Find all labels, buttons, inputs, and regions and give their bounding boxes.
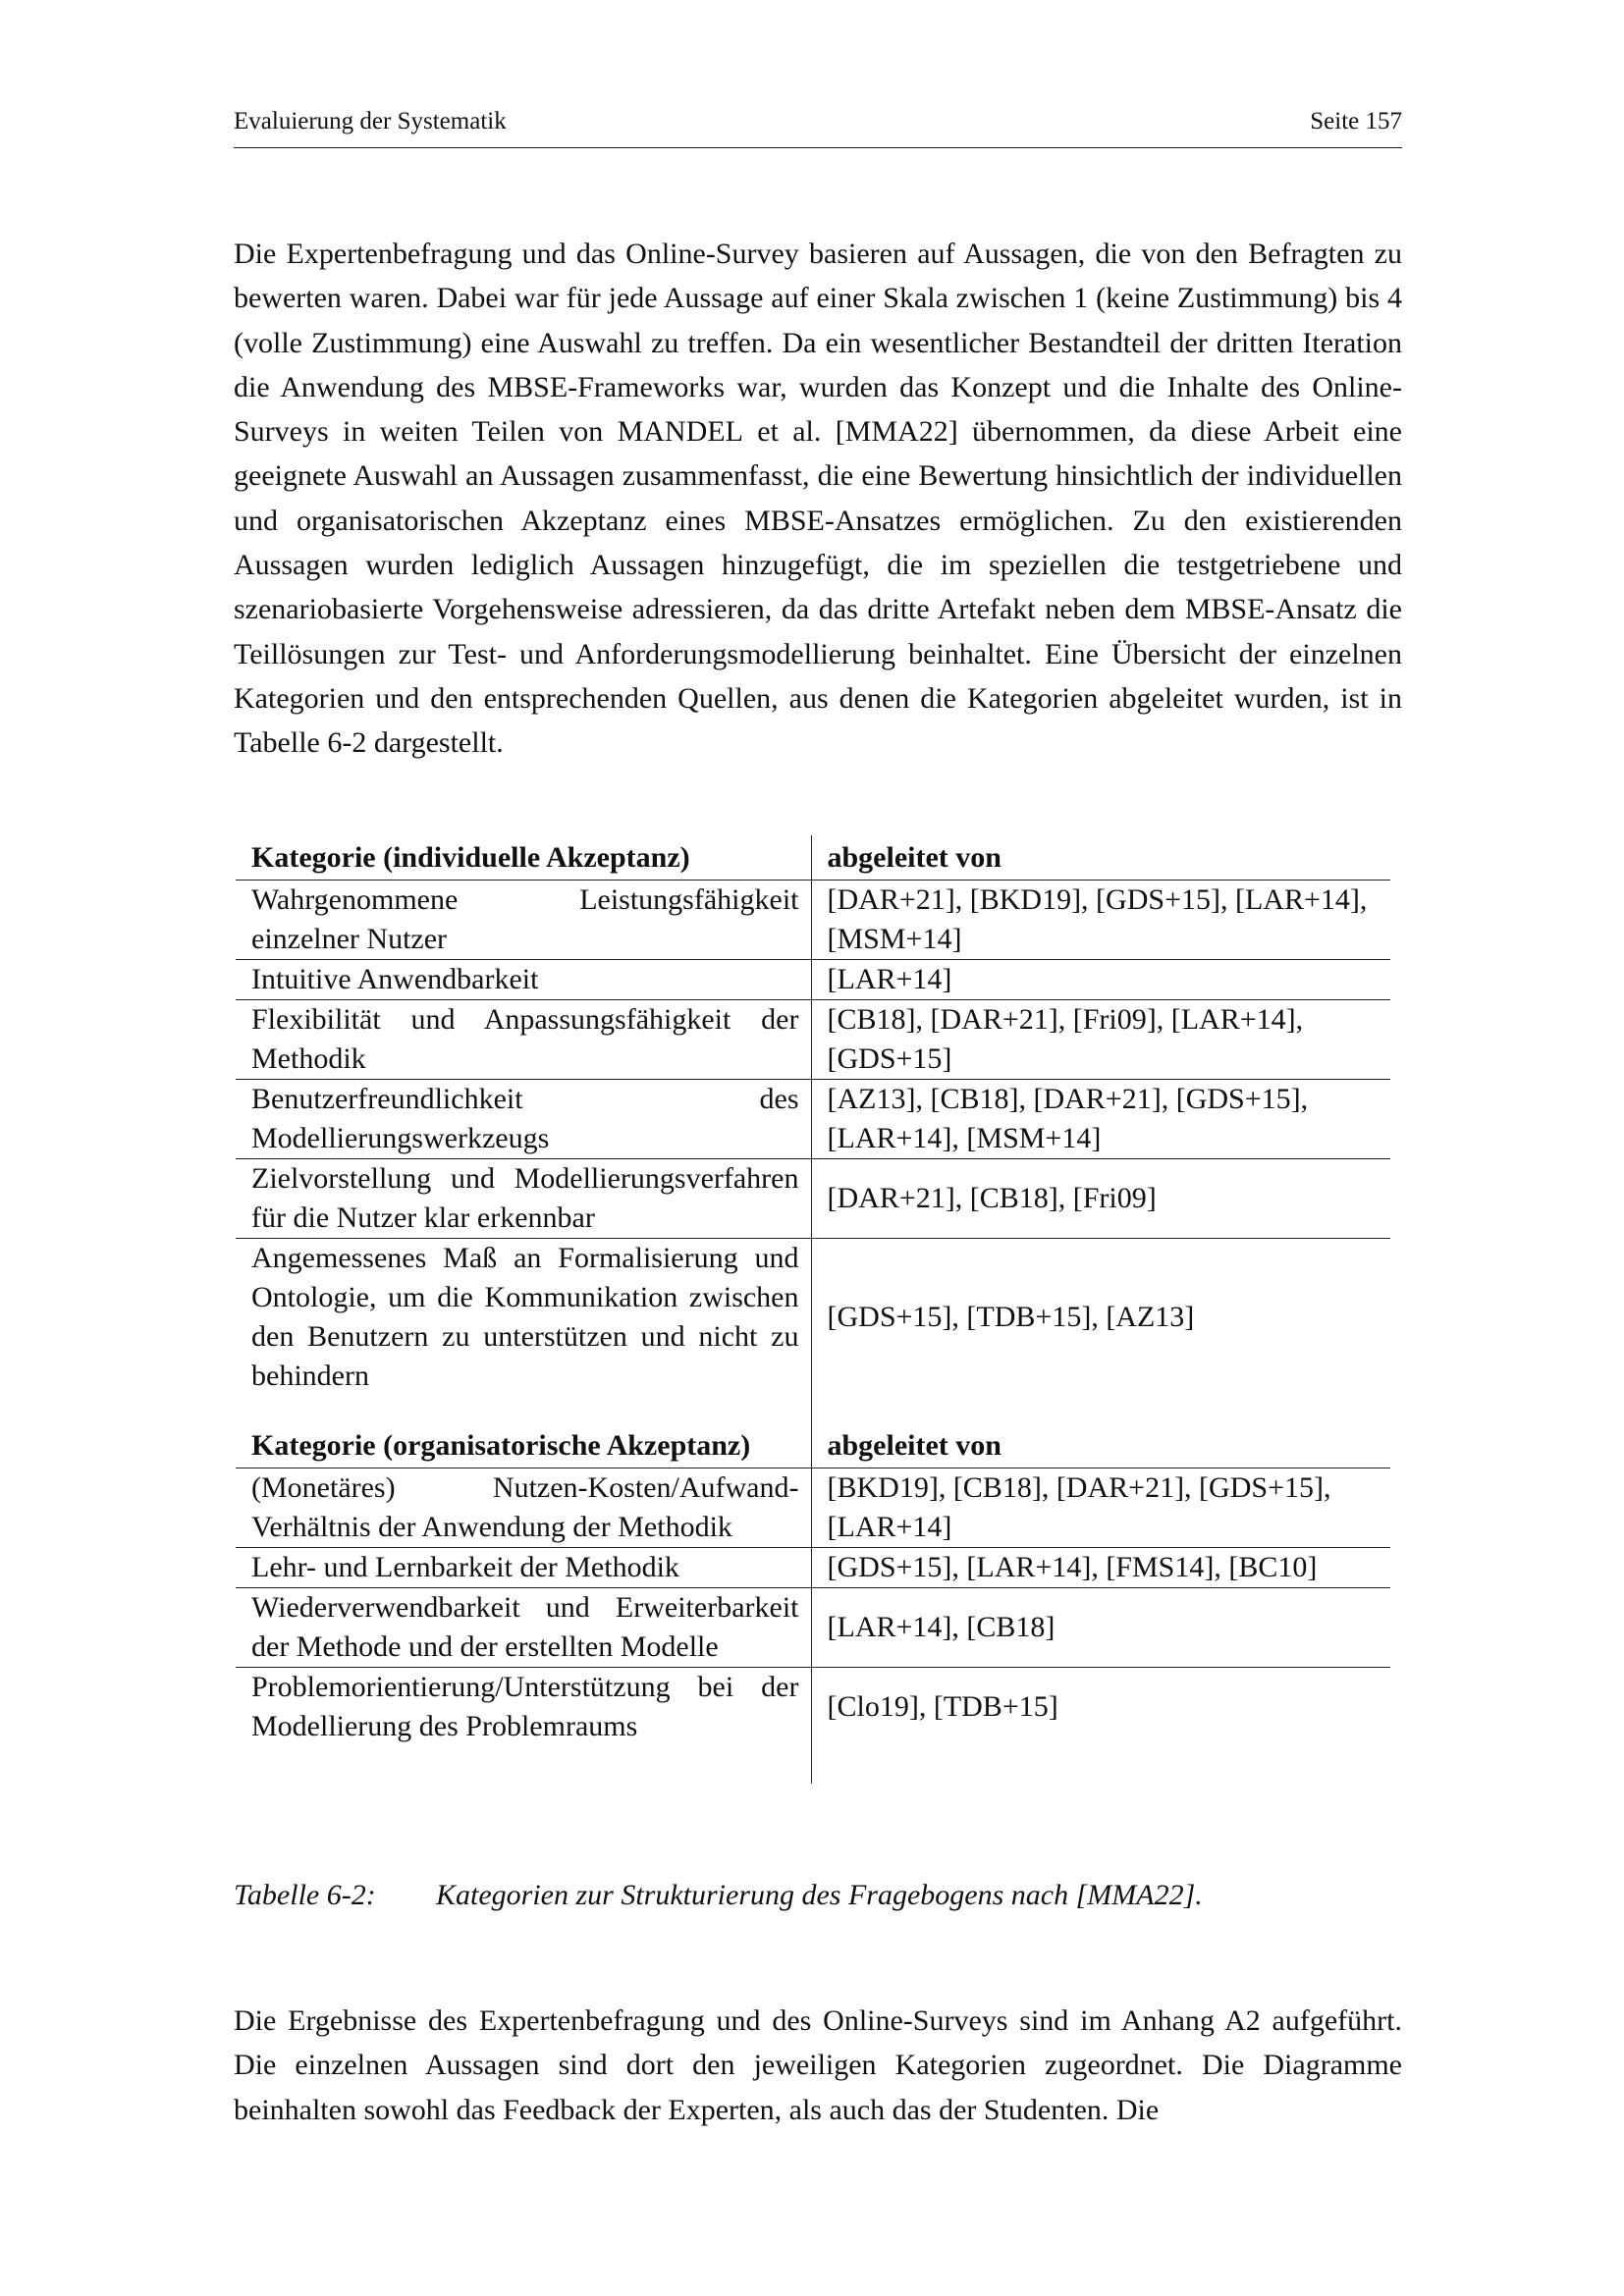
- table-body: [236, 835, 1390, 1784]
- table-row: [236, 1588, 1390, 1668]
- category-cell: Problemorientierung/Unterstützung bei der Modellierung des Problemraums: [236, 1668, 811, 1747]
- source-cell: [AZ13], [CB18], [DAR+21], [GDS+15], [LAR+14], [MSM+14]: [811, 1080, 1390, 1159]
- header-source-organisational: abgeleitet von: [811, 1423, 1390, 1468]
- header-category-organisational: Kategorie (organisatorische Akzeptanz): [236, 1423, 811, 1468]
- intro-paragraph: [234, 232, 1402, 766]
- table-header-individual: [236, 835, 1390, 881]
- author-rest: ANDEL: [643, 415, 743, 449]
- spacer-cell: [811, 1746, 1390, 1784]
- source-cell: [BKD19], [CB18], [DAR+21], [GDS+15], [LAR+14]: [811, 1468, 1390, 1548]
- table-row: [236, 1159, 1390, 1239]
- category-cell: Zielvorstellung und Modellierungsverfahren für die Nutzer klar erkennbar: [236, 1159, 811, 1239]
- category-cell: Benutzerfreundlichkeit des Modellierungswerkzeugs: [236, 1080, 811, 1159]
- table-row: [236, 1548, 1390, 1588]
- header-source-individual: abgeleitet von: [811, 835, 1390, 881]
- table-spacer: [236, 1396, 1390, 1423]
- spacer-cell: [811, 1396, 1390, 1423]
- category-cell: Wahrgenommene Leistungsfähigkeit einzelner Nutzer: [236, 881, 811, 960]
- category-cell: Flexibilität und Anpassungsfähigkeit der Methodik: [236, 1000, 811, 1080]
- results-paragraph: Die Ergebnisse des Expertenbefragung und des Online-Surveys sind im Anhang A2 aufgeführt. Die einzelnen Aussagen sind dort den jeweiligen Kategorien zugeordnet. Die Diagramme beinhalten sowohl das Feedback der Experten, als auch das der Studenten. Die: [234, 2004, 1402, 2126]
- source-cell: [Clo19], [TDB+15]: [827, 1690, 1058, 1723]
- table-row: [236, 881, 1390, 960]
- intro-text-end: et al. [MMA22] übernommen, da diese Arbeit eine geeignete Auswahl an Aussagen zusammenfasst, die eine Bewertung hinsichtlich der individuellen und organisatorischen Akzeptanz eines MBSE-Ansatzes ermöglichen. Zu den existierenden Aussagen wurden lediglich Aussagen hinzugefügt, die im speziellen die testgetriebene und szenariobasierte Vorgehensweise adressieren, da das dritte Artefakt neben dem MBSE-Ansatz die Teillösungen zur Test- und Anforderungsmodellierung beinhaltet. Eine Übersicht der einzelnen Kategorien und den entsprechenden Quellen, aus denen die Kategorien abgeleitet wurden, ist in Tabelle 6-2 dargestellt.: [234, 415, 1402, 760]
- spacer-cell: [236, 1396, 811, 1423]
- category-cell: (Monetäres) Nutzen-Kosten/Aufwand-Verhältnis der Anwendung der Methodik: [236, 1468, 811, 1548]
- caption-text: Kategorien zur Strukturierung des Fragebogens nach [MMA22].: [436, 1879, 1203, 1911]
- table-row: [236, 960, 1390, 1000]
- running-title: Evaluierung der Systematik: [234, 108, 507, 134]
- page-number: Seite 157: [1310, 108, 1402, 134]
- category-cell: Lehr- und Lernbarkeit der Methodik: [236, 1548, 811, 1588]
- category-cell: Intuitive Anwendbarkeit: [236, 960, 811, 1000]
- source-cell: [LAR+14]: [811, 960, 1390, 1000]
- table-bottom-space: [236, 1746, 1390, 1784]
- table-row: [236, 1000, 1390, 1080]
- categories-table: [236, 835, 1390, 1784]
- source-cell: [GDS+15], [TDB+15], [AZ13]: [827, 1301, 1195, 1333]
- intro-text-start: Die Expertenbefragung und das Online-Survey basieren auf Aussagen, die von den Befragten zu bewerten waren. Dabei war für jede Aussage auf einer Skala zwischen 1 (keine Zustimmung) bis 4 (volle Zustimmung) eine Auswahl zu treffen. Da ein wesentlicher Bestandteil der dritten Iteration die Anwendung des MBSE-Frameworks war, wurden das Konzept und die Inhalte des Online-Surveys in weiten Teilen von: [234, 238, 1402, 449]
- author-name: [618, 415, 743, 448]
- table-row: [236, 1239, 1390, 1397]
- author-initial: M: [617, 415, 644, 449]
- caption-number: Tabelle 6-2:: [234, 1879, 376, 1911]
- spacer-cell: [236, 1746, 811, 1784]
- table-row: [236, 1468, 1390, 1548]
- source-cell: [DAR+21], [CB18], [Fri09]: [811, 1159, 1390, 1239]
- page-header: [234, 108, 1402, 148]
- table-row: [236, 1080, 1390, 1159]
- source-cell: [DAR+21], [BKD19], [GDS+15], [LAR+14], [MSM+14]: [811, 881, 1390, 960]
- source-cell: [LAR+14], [CB18]: [811, 1588, 1390, 1668]
- source-cell: [CB18], [DAR+21], [Fri09], [LAR+14], [GDS+15]: [811, 1000, 1390, 1080]
- table-row: [236, 1668, 1390, 1747]
- source-cell: [GDS+15], [LAR+14], [FMS14], [BC10]: [811, 1548, 1390, 1588]
- category-cell: Wiederverwendbarkeit und Erweiterbarkeit der Methode und der erstellten Modelle: [236, 1588, 811, 1668]
- category-cell: Angemessenes Maß an Formalisierung und Ontologie, um die Kommunikation zwischen den Benutzern zu unterstützen und nicht zu behindern: [236, 1239, 811, 1397]
- header-category-individual: Kategorie (individuelle Akzeptanz): [236, 835, 811, 881]
- table-header-organisational: [236, 1423, 1390, 1468]
